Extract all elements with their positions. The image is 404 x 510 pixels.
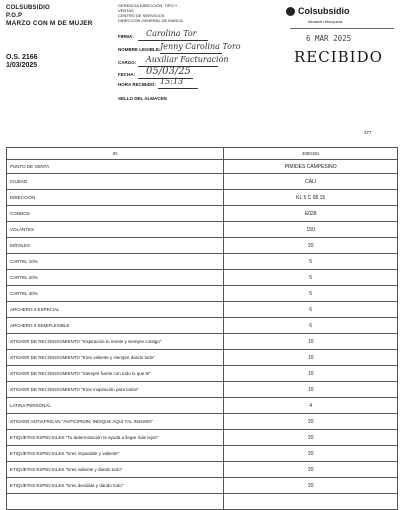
signature-nombre: Jenny Carolina Toro (160, 42, 241, 51)
table-row (7, 334, 398, 350)
table-row (7, 318, 398, 334)
row-label: ARCHERO 4 ESPECIAL (7, 302, 224, 318)
store-code: 377 (364, 130, 372, 135)
row-label: ETIQUETAS ESPECIALES "Eres valiente y dando todo" (7, 462, 224, 478)
row-label: STICKER DE RECONOCIMIENTO "Eres inspiración para todos" (7, 382, 224, 398)
row-value: PIMIDES CAMPESINO (224, 160, 398, 174)
table-row (7, 286, 398, 302)
row-value: CALI (224, 174, 398, 190)
signature-hora: 15:13 (160, 77, 184, 86)
table-row (7, 350, 398, 366)
row-label: LATINA PERSONAL (7, 398, 224, 414)
row-value: 20 (224, 238, 398, 254)
signature-cargo: Auxiliar Facturación (146, 55, 229, 64)
row-label: CARTEL 20% (7, 270, 224, 286)
table-row (7, 254, 398, 270)
row-value: 20 (224, 414, 398, 430)
row-label (7, 494, 224, 510)
row-value: 20 (224, 430, 398, 446)
stamp-brand: Colsubsidio (298, 6, 350, 16)
stamp-sub: Almacén Mosquera (308, 19, 343, 24)
campaign-name: MARZO CON M DE MUJER (6, 20, 93, 27)
table-row (7, 270, 398, 286)
row-label: STICKER DE RECONOCIMIENTO "Siempre fuerte con todo lo que te" (7, 366, 224, 382)
row-value: 20 (224, 462, 398, 478)
row-label: STICKER DE RECONOCIMIENTO "Inspiración tu mente y siempre contigo" (7, 334, 224, 350)
table-row (7, 190, 398, 206)
row-value: 5 (224, 254, 398, 270)
row-label: ETIQUETAS ESPECIALES "Eres imparable y valiente" (7, 446, 224, 462)
row-value: KL 5 C 08 15 (224, 190, 398, 206)
table-row (7, 302, 398, 318)
doc-ref (6, 54, 38, 70)
order-table (6, 147, 398, 510)
table-row (7, 430, 398, 446)
label-cargo: CARGO: (118, 60, 137, 65)
row-label: ETIQUETAS ESPECIALES "Tu determinación te ayuda a llegar más lejos" (7, 430, 224, 446)
row-label: PUNTO DE VENTA (7, 160, 224, 174)
row-label: MÓVILES (7, 238, 224, 254)
table-header-row (7, 148, 398, 160)
table-row (7, 222, 398, 238)
row-value: 20 (224, 446, 398, 462)
doc-number: O.S. 2166 (6, 54, 38, 61)
row-value: 6 (224, 318, 398, 334)
center-line: GERENCIA DIRECCIÓN, TIPO Y (118, 3, 178, 8)
row-value: E028 (224, 206, 398, 222)
table-row (7, 478, 398, 494)
row-value: 10 (224, 382, 398, 398)
row-value: 10 (224, 366, 398, 382)
label-nombre: NOMBRE LEGIBLE: (118, 47, 161, 52)
doc-date: 1/03/2025 (6, 62, 38, 69)
table-row (7, 160, 398, 174)
table-row (7, 366, 398, 382)
label-sello: SELLO DEL ALMACEN (118, 96, 167, 101)
row-label: ETIQUETAS ESPECIALES "Eres decidida y dando todo" (7, 478, 224, 494)
row-value: 6 (224, 302, 398, 318)
table-row (7, 382, 398, 398)
row-value: 5 (224, 270, 398, 286)
center-heading (118, 3, 218, 23)
row-label: VOLANTES (7, 222, 224, 238)
stamp-received: RECIBIDO (294, 48, 383, 66)
label-firma: FIRMA: (118, 34, 134, 39)
row-label: CARTEL 10% (7, 254, 224, 270)
table-row (7, 206, 398, 222)
header-left (6, 4, 93, 28)
table-row (7, 238, 398, 254)
table-row (7, 174, 398, 190)
table-row (7, 462, 398, 478)
row-label: CONDOS (7, 206, 224, 222)
company-name: COLSUBSIDIO (6, 5, 50, 11)
row-label: CIUDAD (7, 174, 224, 190)
received-stamp (284, 4, 400, 84)
row-label: CARTEL 30% (7, 286, 224, 302)
row-label: ARCHERO 4 SEMIFLEXIBLE (7, 318, 224, 334)
table-row (7, 446, 398, 462)
header-label: ID (7, 148, 224, 160)
row-value: 150 (224, 222, 398, 238)
row-value: 5 (224, 286, 398, 302)
center-line: CENTRO DE SERVICIOS (118, 13, 165, 18)
row-label: STICKER DE RECONOCIMIENTO "Eres valiente y siempre dando todo" (7, 350, 224, 366)
center-line: VENTAS (118, 8, 134, 13)
brand-logo-icon (286, 7, 295, 16)
row-label: DIRECCIÓN (7, 190, 224, 206)
store-name: P.O.P (6, 13, 23, 19)
center-line: DIRECCIÓN GENERAL DE MARCA (118, 18, 183, 23)
row-value: 10 (224, 334, 398, 350)
header-value: 4060181 (224, 148, 398, 160)
table-row (7, 398, 398, 414)
row-value: 4 (224, 398, 398, 414)
row-label: STICKER ANTIAFRICAN "ANTICIPIDIN, INDIQUE AQUÍ TAL INSUMO" (7, 414, 224, 430)
row-value: 10 (224, 350, 398, 366)
label-fecha: FECHA: (118, 72, 135, 77)
table-row-empty (7, 494, 398, 510)
table-row (7, 414, 398, 430)
stamp-date: 6 MAR 2025 (306, 34, 352, 43)
row-value: 20 (224, 478, 398, 494)
signature-fecha: 05/03/25 (146, 66, 191, 77)
label-hora: HORA RECIBIDO: (118, 82, 156, 87)
signature-firma: Carolina Tor (146, 29, 197, 38)
row-value (224, 494, 398, 510)
